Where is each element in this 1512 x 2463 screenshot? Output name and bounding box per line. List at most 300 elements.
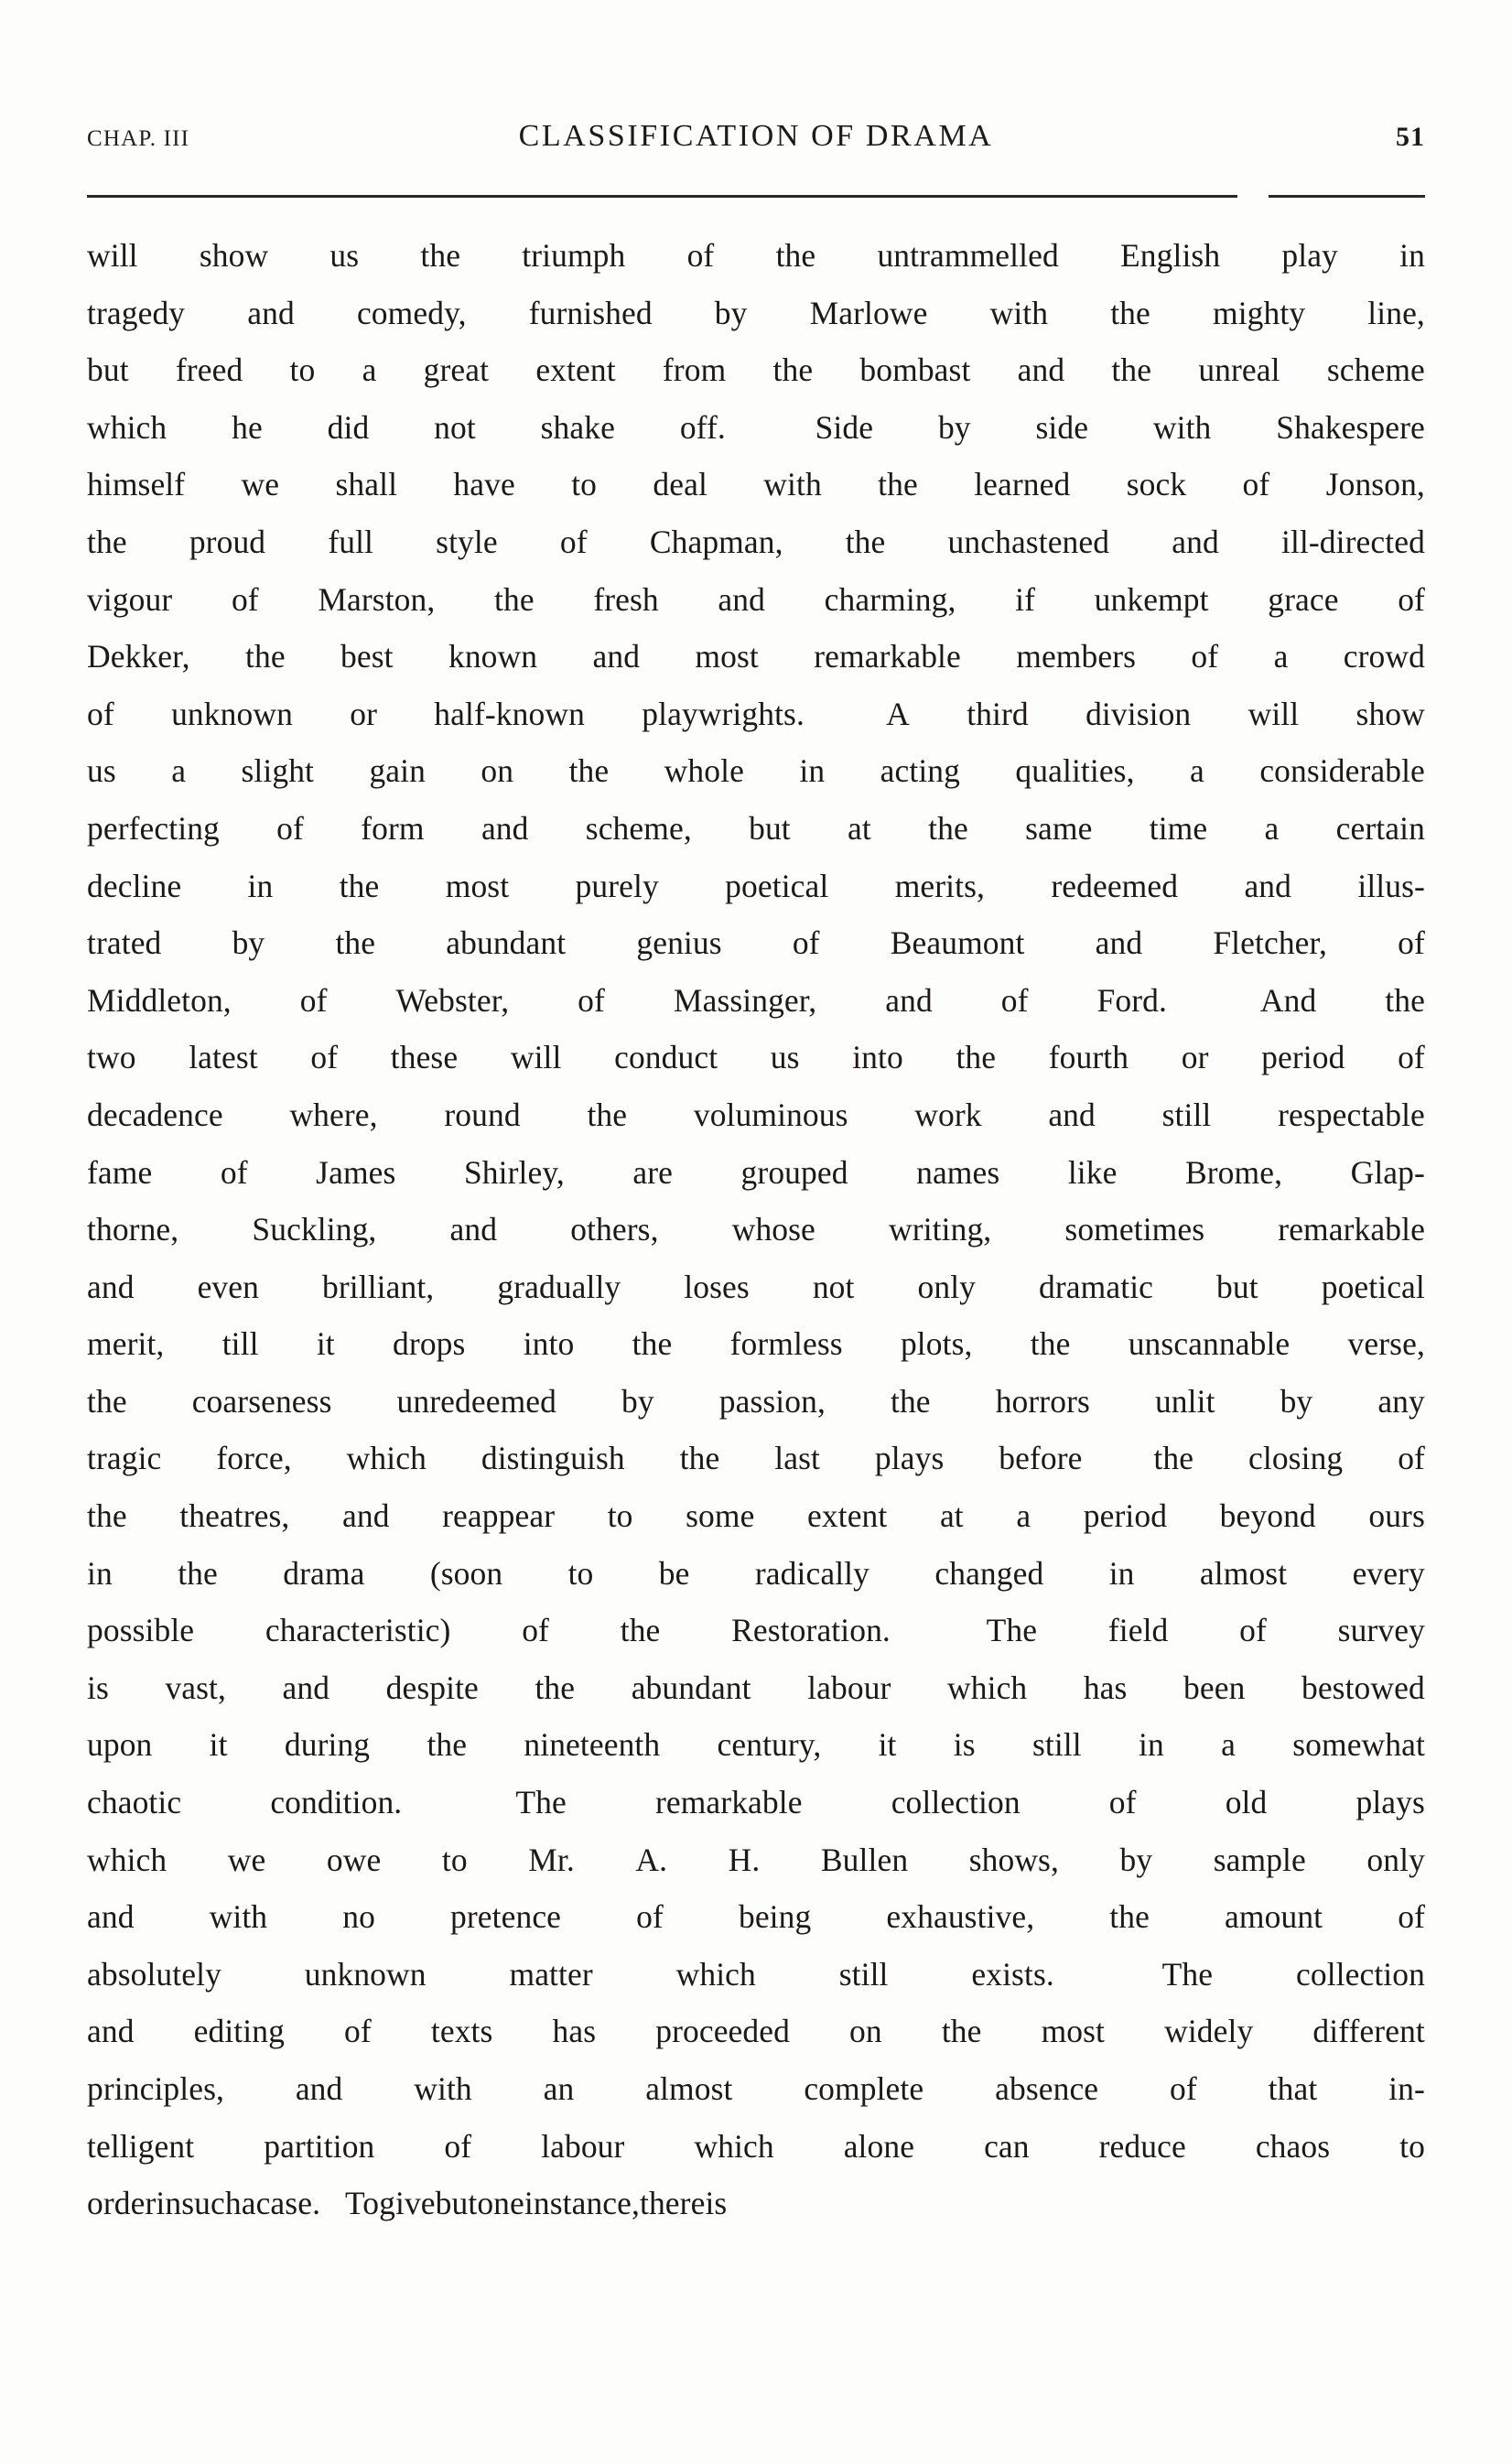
body-word: on — [849, 2013, 882, 2050]
body-word: case. — [255, 2185, 345, 2222]
body-word: acting — [880, 752, 960, 790]
body-word: (soon — [429, 1554, 503, 1592]
body-word: ours — [1368, 1497, 1425, 1535]
body-word: Brome, — [1184, 1153, 1283, 1191]
body-word: amount — [1225, 1898, 1323, 1936]
body-line — [87, 1201, 1425, 1259]
body-word: of — [686, 237, 715, 274]
body-word: distinguish — [481, 1440, 625, 1477]
body-word: redeemed — [1051, 867, 1179, 904]
body-word: of — [87, 695, 114, 732]
body-line — [87, 1831, 1425, 1889]
body-word: the — [1111, 351, 1152, 389]
body-word: by — [714, 294, 748, 331]
body-line — [87, 1259, 1425, 1316]
body-word: unlit — [1154, 1382, 1215, 1420]
body-word: grouped — [740, 1153, 848, 1191]
body-word: still — [1031, 1726, 1082, 1764]
body-word: which — [87, 408, 167, 446]
body-word: in — [247, 867, 274, 904]
body-word: a — [171, 752, 187, 790]
body-word: plots, — [900, 1325, 973, 1363]
body-word: to — [607, 1497, 633, 1535]
body-word: it — [209, 1726, 228, 1764]
body-word: vigour — [87, 580, 173, 618]
body-word: And — [1259, 981, 1317, 1019]
body-word: theatres, — [179, 1497, 290, 1535]
body-word: pretence — [450, 1898, 562, 1936]
body-word: remarkable — [814, 638, 961, 675]
body-word: the — [178, 1554, 218, 1592]
body-word: some — [686, 1497, 755, 1535]
body-word: unscannable — [1128, 1325, 1291, 1363]
body-word: Chapman, — [649, 523, 783, 560]
body-word: Restoration. — [731, 1612, 915, 1649]
body-word: of — [1108, 1784, 1137, 1821]
body-word: remarkable — [654, 1784, 803, 1821]
body-word: the — [1030, 1325, 1071, 1363]
body-word: remarkable — [1278, 1211, 1425, 1248]
body-word: and — [449, 1211, 498, 1248]
body-line — [87, 2118, 1425, 2176]
body-word: deal — [653, 466, 707, 503]
body-word: instance, — [524, 2185, 640, 2222]
body-word: shows, — [968, 1841, 1059, 1878]
body-word: last — [774, 1440, 820, 1477]
body-word: of — [1170, 2070, 1197, 2107]
body-word: upon — [87, 1726, 153, 1764]
body-word: the — [494, 580, 535, 618]
body-word: third — [967, 695, 1029, 732]
body-line — [87, 1315, 1425, 1373]
body-word: and — [1048, 1096, 1096, 1133]
body-word: to — [1399, 2127, 1425, 2165]
body-word: respectable — [1278, 1096, 1425, 1133]
body-word: Massinger, — [673, 981, 817, 1019]
body-word: style — [436, 523, 498, 560]
body-word: two — [87, 1039, 136, 1076]
body-word: gain — [369, 752, 426, 790]
body-word: coarseness — [191, 1382, 332, 1420]
page-number: 51 — [1396, 122, 1425, 152]
body-word: proceeded — [655, 2013, 790, 2050]
body-word: did — [327, 408, 370, 446]
body-word: is — [87, 1669, 109, 1706]
body-word: members — [1016, 638, 1137, 675]
body-line — [87, 1602, 1425, 1659]
body-word: and — [295, 2070, 343, 2107]
body-word: somewhat — [1292, 1726, 1425, 1764]
body-word: the — [620, 1612, 661, 1649]
body-word: side — [1035, 408, 1089, 446]
body-word: us — [87, 752, 116, 790]
body-word: closing — [1248, 1440, 1344, 1477]
body-word: same — [1025, 809, 1093, 847]
body-word: drama — [283, 1554, 365, 1592]
body-word: comedy, — [356, 294, 467, 331]
body-word: fourth — [1048, 1039, 1129, 1076]
body-word: or — [350, 695, 377, 732]
body-word: the — [568, 752, 610, 790]
body-word: with — [763, 466, 822, 503]
body-word: writing, — [889, 1211, 992, 1248]
body-word: during — [284, 1726, 371, 1764]
body-word: off. — [679, 408, 751, 446]
body-word: considerable — [1259, 752, 1425, 790]
body-word: trated — [87, 924, 162, 962]
body-word: of — [1398, 924, 1425, 962]
body-word: of — [636, 1898, 664, 1936]
body-word: certain — [1335, 809, 1425, 847]
body-word: poetical — [1321, 1268, 1425, 1305]
body-word: decadence — [87, 1096, 223, 1133]
body-word: and — [1017, 351, 1065, 389]
body-word: a — [1190, 752, 1204, 790]
page-header — [87, 119, 1425, 165]
body-word: a — [1264, 809, 1280, 847]
body-word: loses — [684, 1268, 750, 1305]
body-word: and — [282, 1669, 330, 1706]
body-word: playwrights. — [642, 695, 829, 732]
body-word: unkempt — [1094, 580, 1209, 618]
body-word: and — [1095, 924, 1143, 962]
body-word: that — [1268, 2070, 1318, 2107]
body-word: the — [87, 1497, 127, 1535]
body-word: verse, — [1347, 1325, 1425, 1363]
body-word: James — [316, 1153, 396, 1191]
body-word: in — [1399, 237, 1425, 274]
body-word: Marston, — [318, 580, 436, 618]
body-word: of — [220, 1153, 248, 1191]
body-word: Suckling, — [252, 1211, 377, 1248]
body-word: partition — [264, 2127, 375, 2165]
running-title: CLASSIFICATION OF DRAMA — [518, 119, 994, 153]
body-line — [87, 628, 1425, 686]
body-word: will — [1247, 695, 1300, 732]
body-word: these — [390, 1039, 459, 1076]
body-word: one — [477, 2185, 524, 2222]
body-word: in — [799, 752, 826, 790]
body-word: of — [310, 1039, 339, 1076]
body-word: The — [1161, 1955, 1214, 1993]
body-word: Webster, — [395, 981, 510, 1019]
body-word: of — [792, 924, 820, 962]
body-line — [87, 1716, 1425, 1774]
body-word: and — [1172, 523, 1219, 560]
body-word: with — [414, 2070, 472, 2107]
body-word: of — [1398, 580, 1425, 618]
body-word: drops — [393, 1325, 466, 1363]
body-word: radically — [754, 1554, 869, 1592]
body-word: like — [1067, 1153, 1118, 1191]
body-word: vast, — [165, 1669, 226, 1706]
body-word: of — [231, 580, 259, 618]
body-line — [87, 1487, 1425, 1545]
body-word: complete — [804, 2070, 924, 2107]
body-word: shake — [540, 408, 615, 446]
body-word: abundant — [631, 1669, 751, 1706]
body-word: the — [878, 466, 918, 503]
body-word: no — [342, 1898, 375, 1936]
body-word: which — [694, 2127, 774, 2165]
body-word: others, — [570, 1211, 659, 1248]
body-word: give — [379, 2185, 436, 2222]
body-word: of — [276, 809, 304, 847]
body-line — [87, 914, 1425, 972]
body-word: unknown — [304, 1955, 427, 1993]
body-word: names — [916, 1153, 1000, 1191]
body-word: and — [87, 1898, 135, 1936]
body-word: collection — [1295, 1955, 1425, 1993]
body-word: the — [941, 2013, 982, 2050]
body-word: merits, — [894, 867, 985, 904]
body-word: beyond — [1219, 1497, 1316, 1535]
body-word: any — [1377, 1382, 1425, 1420]
body-word: learned — [974, 466, 1071, 503]
body-word: sock — [1126, 466, 1187, 503]
body-word: to — [289, 351, 316, 389]
body-word: scheme, — [585, 809, 692, 847]
body-line — [87, 1946, 1425, 2004]
body-word: and — [1244, 867, 1292, 904]
header-divider-gap — [1237, 193, 1269, 200]
body-line — [87, 686, 1425, 743]
body-word: the — [956, 1039, 997, 1076]
body-word: Shirley, — [463, 1153, 565, 1191]
body-word: is — [953, 1726, 976, 1764]
body-word: period — [1083, 1497, 1168, 1535]
body-word: slight — [241, 752, 315, 790]
body-word: we — [227, 1841, 266, 1878]
body-word: there — [639, 2185, 706, 2222]
body-word: abundant — [446, 924, 567, 962]
body-word: fame — [87, 1153, 153, 1191]
body-word: editing — [193, 2013, 285, 2050]
body-word: reappear — [442, 1497, 556, 1535]
body-word: the — [890, 1382, 931, 1420]
body-word: widely — [1164, 2013, 1254, 2050]
body-word: is — [705, 2185, 728, 2222]
body-word: formless — [729, 1325, 843, 1363]
body-word: round — [444, 1096, 521, 1133]
body-word: Bullen — [820, 1841, 909, 1878]
body-line — [87, 1430, 1425, 1487]
body-word: purely — [575, 867, 659, 904]
body-word: Mr. — [528, 1841, 575, 1878]
body-line — [87, 1373, 1425, 1431]
body-word: with — [1152, 408, 1212, 446]
body-word: matter — [509, 1955, 593, 1993]
body-word: shall — [335, 466, 398, 503]
body-word: whose — [731, 1211, 815, 1248]
body-word: a — [1221, 1726, 1236, 1764]
body-word: and — [87, 2013, 135, 2050]
body-word: line, — [1367, 294, 1425, 331]
body-line — [87, 227, 1425, 285]
body-word: unredeemed — [396, 1382, 556, 1420]
body-line — [87, 1659, 1425, 1717]
body-word: are — [632, 1153, 674, 1191]
body-word: the — [928, 809, 968, 847]
body-word: the — [632, 1325, 673, 1363]
body-line — [87, 1888, 1425, 1946]
body-word: Ford. — [1096, 981, 1192, 1019]
body-word: the — [1153, 1440, 1194, 1477]
body-word: the — [420, 237, 461, 274]
body-word: be — [658, 1554, 690, 1592]
body-word: the — [845, 523, 886, 560]
body-word: from — [662, 351, 727, 389]
body-word: The — [986, 1612, 1038, 1649]
chapter-label: CHAP. III — [87, 126, 190, 151]
body-line — [87, 2003, 1425, 2060]
body-word: labour — [541, 2127, 625, 2165]
body-word: the — [775, 237, 816, 274]
body-line — [87, 2175, 1425, 2232]
body-word: of — [578, 981, 605, 1019]
body-word: in — [1139, 1726, 1164, 1764]
body-word: Side — [815, 408, 874, 446]
body-word: to — [567, 1554, 594, 1592]
body-word: the — [245, 638, 286, 675]
body-word: known — [448, 638, 538, 675]
body-line — [87, 341, 1425, 399]
body-word: it — [878, 1726, 897, 1764]
body-word: Jonson, — [1325, 466, 1425, 503]
body-word: a — [1016, 1497, 1031, 1535]
body-word: bombast — [859, 351, 971, 389]
body-word: to — [571, 466, 598, 503]
body-word: of — [1398, 1898, 1425, 1936]
body-word: at — [939, 1497, 964, 1535]
body-word: nineteenth — [524, 1726, 661, 1764]
body-word: Glap- — [1350, 1153, 1425, 1191]
body-line — [87, 1774, 1425, 1831]
body-word: it — [316, 1325, 335, 1363]
body-word: whole — [664, 752, 744, 790]
body-word: exhaustive, — [886, 1898, 1035, 1936]
body-word: unreal — [1198, 351, 1280, 389]
body-word: will — [510, 1039, 562, 1076]
body-word: tragedy — [87, 294, 186, 331]
body-word: a — [362, 351, 377, 389]
body-word: form — [361, 809, 425, 847]
body-word: a — [1273, 638, 1289, 675]
body-word: of — [444, 2127, 472, 2165]
body-word: freed — [175, 351, 243, 389]
body-word: will — [87, 237, 138, 274]
body-line — [87, 1029, 1425, 1086]
body-word: H. — [728, 1841, 761, 1878]
body-word: dramatic — [1039, 1268, 1154, 1305]
body-word: plays — [1355, 1784, 1425, 1821]
body-word: extent — [807, 1497, 888, 1535]
body-line — [87, 399, 1425, 457]
body-word: sample — [1213, 1841, 1306, 1878]
body-word: has — [1083, 1669, 1128, 1706]
body-line — [87, 1086, 1425, 1144]
body-word: despite — [385, 1669, 479, 1706]
body-word: has — [552, 2013, 597, 2050]
body-word: changed — [934, 1554, 1044, 1592]
body-word: at — [848, 809, 871, 847]
body-word: and — [342, 1497, 390, 1535]
body-word: most — [445, 867, 510, 904]
body-word: in — [156, 2185, 182, 2222]
body-line — [87, 742, 1425, 800]
body-word: best — [340, 638, 394, 675]
body-word: by — [621, 1382, 654, 1420]
body-word: bestowed — [1301, 1669, 1425, 1706]
body-word: us — [329, 237, 360, 274]
body-word: of — [522, 1612, 549, 1649]
body-word: can — [984, 2127, 1030, 2165]
body-word: The — [515, 1784, 567, 1821]
body-word: and — [885, 981, 933, 1019]
body-word: unknown — [171, 695, 293, 732]
body-word: of — [1398, 1039, 1425, 1076]
body-line — [87, 1545, 1425, 1603]
body-word: time — [1149, 809, 1208, 847]
body-word: reduce — [1098, 2127, 1186, 2165]
body-word: almost — [645, 2070, 733, 2107]
body-word: to — [441, 1841, 468, 1878]
body-word: To — [344, 2185, 380, 2222]
body-word: A — [886, 695, 910, 732]
body-word: work — [914, 1096, 982, 1133]
body-word: but — [1216, 1268, 1258, 1305]
body-word: scheme — [1326, 351, 1425, 389]
body-word: but — [749, 809, 791, 847]
body-word: of — [1191, 638, 1219, 675]
body-word: an — [543, 2070, 575, 2107]
body-line — [87, 513, 1425, 571]
body-word: triumph — [522, 237, 626, 274]
body-word: such — [181, 2185, 242, 2222]
body-word: characteristic) — [265, 1612, 451, 1649]
body-word: absolutely — [87, 1955, 221, 1993]
body-word: most — [695, 638, 759, 675]
body-word: plays — [874, 1440, 945, 1477]
body-word: mighty — [1212, 294, 1306, 331]
body-word: on — [481, 752, 514, 790]
body-word: merit, — [87, 1325, 165, 1363]
body-word: division — [1085, 695, 1192, 732]
body-word: illus- — [1357, 867, 1425, 904]
body-word: Marlowe — [809, 294, 928, 331]
body-word: absence — [995, 2070, 1099, 2107]
body-word: extent — [535, 351, 616, 389]
body-word: conduct — [614, 1039, 718, 1076]
body-word: of — [1242, 466, 1270, 503]
body-word: exists. — [971, 1955, 1079, 1993]
body-word: telligent — [87, 2127, 195, 2165]
body-word: gradually — [497, 1268, 621, 1305]
body-word: been — [1183, 1669, 1246, 1706]
body-word: the — [1109, 1898, 1150, 1936]
body-word: and — [87, 1268, 135, 1305]
body-word: the — [679, 1440, 720, 1477]
body-word: of — [1398, 1440, 1425, 1477]
body-word: into — [852, 1039, 903, 1076]
body-word: being — [738, 1898, 812, 1936]
body-word: horrors — [995, 1382, 1090, 1420]
body-word: only — [917, 1268, 977, 1305]
body-word: and — [718, 580, 765, 618]
body-word: even — [197, 1268, 259, 1305]
body-word: show — [199, 237, 269, 274]
body-word: and — [481, 809, 529, 847]
